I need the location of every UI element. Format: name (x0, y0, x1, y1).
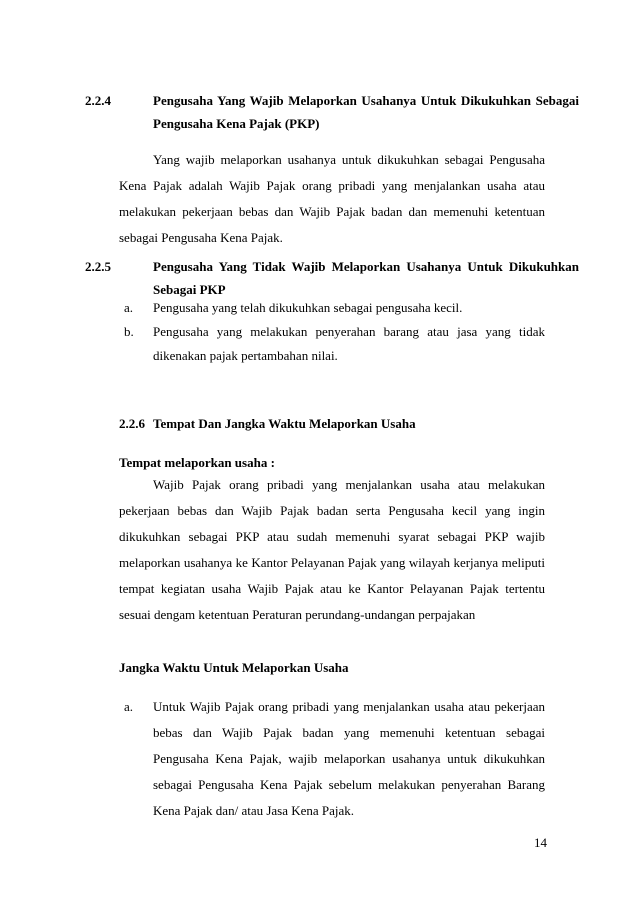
section-number: 2.2.4 (85, 93, 111, 108)
section-number: 2.2.6 (119, 416, 145, 431)
section-2-2-5-list (119, 296, 545, 368)
section-2-2-6-heading (119, 412, 545, 435)
list-marker: a. (124, 699, 134, 714)
list-item (119, 694, 545, 824)
tempat-heading: Tempat melaporkan usaha : (119, 455, 275, 470)
section-title: Tempat Dan Jangka Waktu Melaporkan Usaha (153, 416, 416, 431)
list-item (119, 296, 545, 320)
section-number: 2.2.5 (85, 259, 111, 274)
page-number: 14 (534, 835, 547, 850)
section-2-2-4-heading (85, 89, 579, 135)
list-marker: a. (124, 300, 134, 315)
list-item-text: Untuk Wajib Pajak orang pribadi yang menjalankan usaha atau pekerjaan bebas dan Wajib Pajak badan yang memenuhi ketentuan sebagai Pengusaha Kena Pajak, wajib melaporkan usahanya untuk dikukuhkan sebagai Pengusaha Kena Pajak sebelum melakukan penyerahan Barang Kena Pajak dan/ atau Jasa Kena Pajak. (153, 699, 545, 818)
section-title: Pengusaha Yang Tidak Wajib Melaporkan Usahanya Untuk Dikukuhkan Sebagai PKP (153, 259, 579, 297)
section-2-2-5-heading (85, 255, 579, 301)
list-item (119, 320, 545, 368)
section-title: Pengusaha Yang Wajib Melaporkan Usahanya Untuk Dikukuhkan Sebagai Pengusaha Kena Pajak (PKP) (153, 93, 579, 131)
list-item-text: Pengusaha yang telah dikukuhkan sebagai pengusaha kecil. (153, 300, 463, 315)
list-marker: b. (124, 324, 134, 339)
section-2-2-4-paragraph: Yang wajib melaporkan usahanya untuk dikukuhkan sebagai Pengusaha Kena Pajak adalah Wajib Pajak orang pribadi yang menjalankan usaha atau melakukan pekerjaan bebas dan Wajib Pajak badan dan memenuhi ketentuan sebagai Pengusaha Kena Pajak. (119, 152, 545, 245)
jangka-list (119, 694, 545, 824)
list-item-text: Pengusaha yang melakukan penyerahan barang atau jasa yang tidak dikenakan pajak pertambahan nilai. (153, 324, 545, 363)
tempat-paragraph: Wajib Pajak orang pribadi yang menjalankan usaha atau melakukan pekerjaan bebas dan Wajib Pajak badan serta Pengusaha kecil yang ingin dikukuhkan sebagai PKP atau sudah memenuhi syarat sebagai PKP wajib melaporkan usahanya ke Kantor Pelayanan Pajak yang wilayah kerjanya meliputi tempat kegiatan usaha Wajib Pajak atau ke Kantor Pelayanan Pajak tertentu sesuai dengam ketentuan Peraturan perundang-undangan perpajakan (119, 477, 545, 622)
jangka-heading: Jangka Waktu Untuk Melaporkan Usaha (119, 660, 349, 675)
